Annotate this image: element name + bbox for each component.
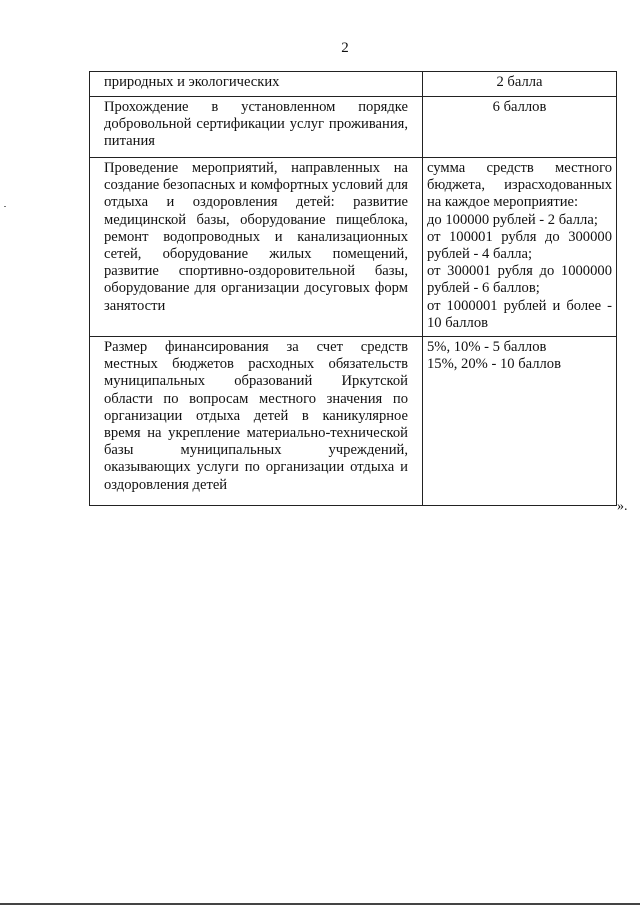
score-cell [423, 97, 617, 158]
table-row [90, 158, 617, 337]
margin-mark [4, 206, 6, 207]
score-line: до 100000 рублей - 2 балла; [427, 211, 598, 228]
criterion-cell [90, 337, 423, 506]
table-row [90, 97, 617, 158]
score-line: 15%, 20% - 10 баллов [427, 356, 561, 373]
criterion-text: Размер финансирования за счет средств местных бюджетов расходных обязательств муниципальных образований Иркутской области по вопросам местного значения по организации отдыха детей в каникулярное время на укрепление материально-технической базы муниципальных учреждений, оказывающих услуги по организации отдыха и оздоровления детей [104, 339, 408, 493]
score-line: 5%, 10% - 5 баллов [427, 339, 547, 356]
score-line: сумма средств местного бюджета, израсходованных на каждое мероприятие: [427, 160, 612, 211]
score-text [423, 337, 616, 377]
score-cell [423, 72, 617, 97]
score-cell [423, 158, 617, 337]
criterion-text: природных и экологических [104, 74, 280, 90]
scoring-criteria-table [89, 71, 617, 506]
score-line: от 1000001 рублей и более - 10 баллов [427, 297, 612, 331]
page-number: 2 [341, 40, 349, 56]
criterion-cell [90, 158, 423, 337]
criterion-text: Проведение мероприятий, направленных на создание безопасных и комфортных условий для отдыха и оздоровления детей: развитие медицинской базы, оборудование пищеблока, ремонт водопроводных и канализационных сетей, оборудование жилых помещений, развитие спортивно-оздоровительной базы, оборудование для организации досуговых форм занятости [104, 160, 408, 314]
score-text [423, 158, 616, 336]
score-text: 2 балла [496, 74, 543, 90]
score-line: от 100001 рубля до 300000 рублей - 4 балла; [427, 228, 612, 263]
score-text: 6 баллов [492, 99, 547, 115]
closing-quote: ». [617, 499, 628, 514]
criterion-text: Прохождение в установленном порядке добровольной сертификации услуг проживания, питания [104, 99, 408, 150]
score-line: от 300001 рубля до 1000000 рублей - 6 баллов; [427, 263, 612, 297]
table-row [90, 72, 617, 97]
score-cell [423, 337, 617, 506]
criterion-cell [90, 72, 423, 97]
criterion-cell [90, 97, 423, 158]
table-row [90, 337, 617, 506]
